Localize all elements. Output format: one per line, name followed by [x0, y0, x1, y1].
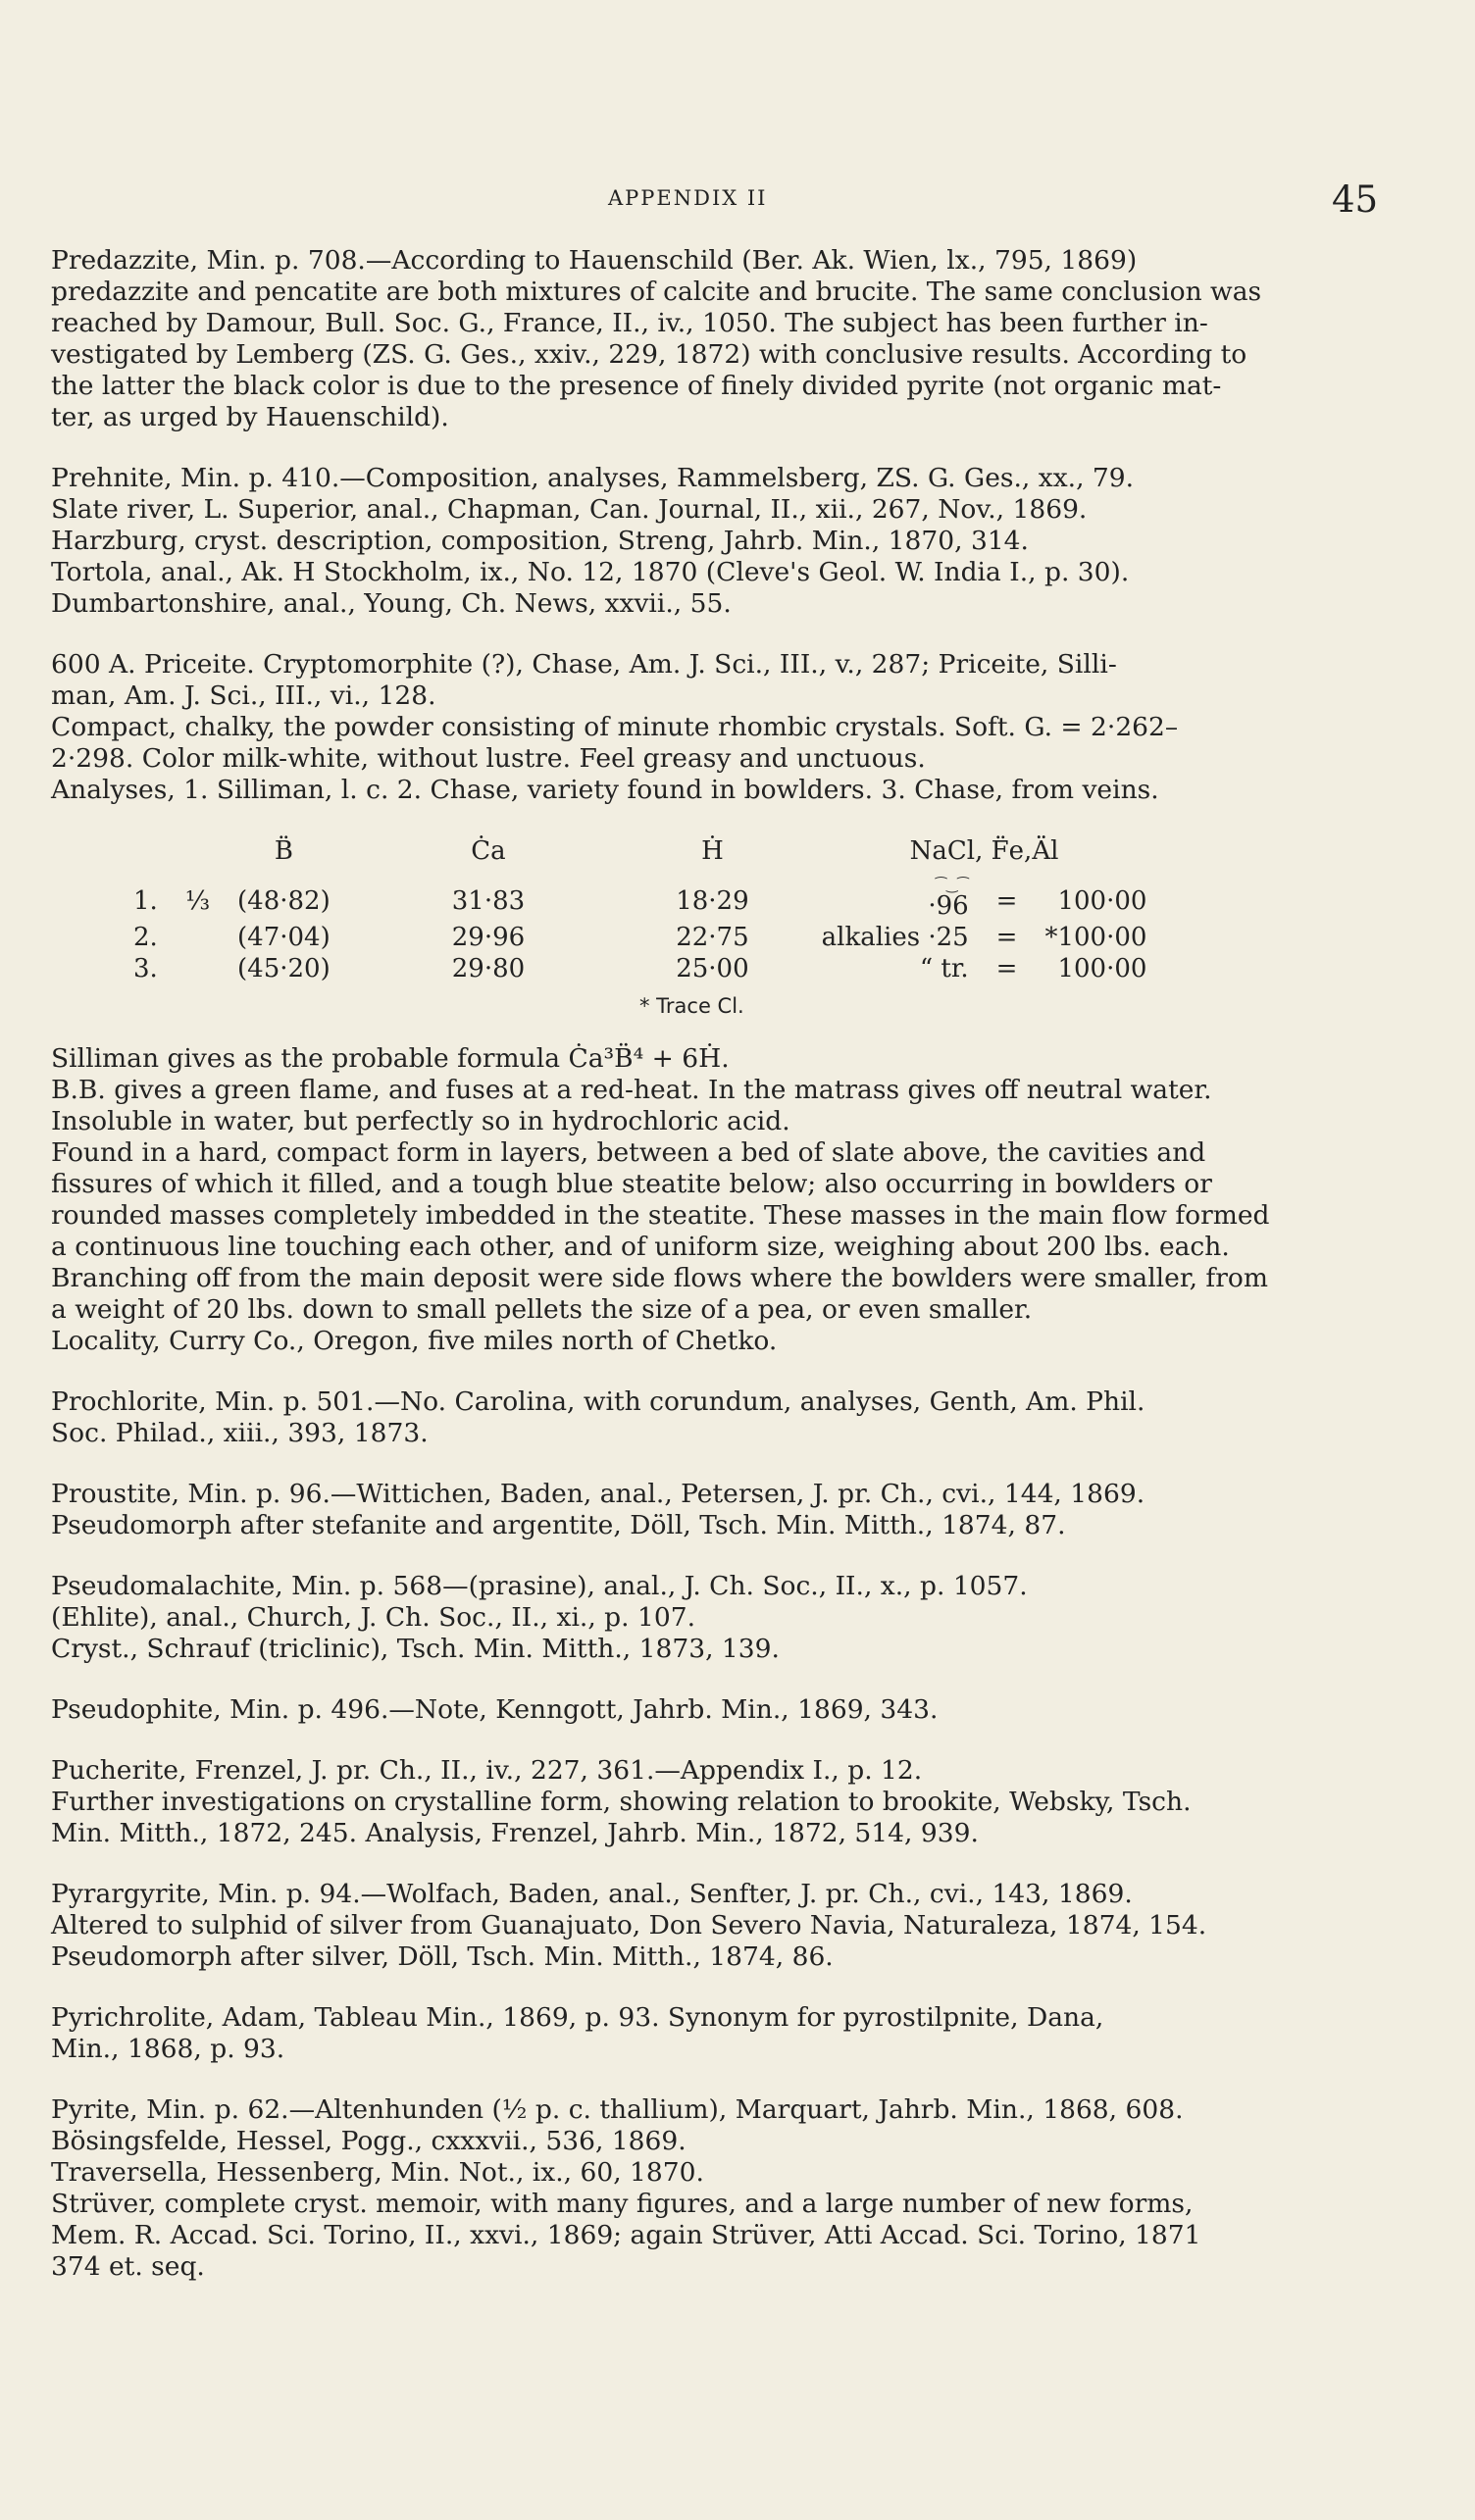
text-line: Analyses, 1. Silliman, l. c. 2. Chase, variety found in bowlders. 3. Chase, from veins.	[51, 775, 1159, 805]
text-line: Bösingsfelde, Hessel, Pogg., cxxxvii., 536, 1869.	[51, 2126, 687, 2156]
analysis-table	[120, 822, 1160, 984]
text-line: 374 et. seq.	[51, 2251, 205, 2282]
text-line: Further investigations on crystalline form, showing relation to brookite, Websky, Tsch.	[51, 1787, 1192, 1817]
text-line: Branching off from the main deposit were side flows where the bowlders were smaller, from	[51, 1263, 1268, 1293]
text-line: rounded masses completely imbedded in the steatite. These masses in the main flow formed	[51, 1200, 1270, 1231]
entry-pseudomalachite	[51, 1571, 1414, 1665]
text-line: Prehnite, Min. p. 410.—Composition, analyses, Rammelsberg, ZS. G. Ges., xx., 79.	[51, 463, 1135, 493]
text-line: man, Am. J. Sci., III., vi., 128.	[51, 680, 436, 711]
text-line: Pyrite, Min. p. 62.—Altenhunden (½ p. c. thallium), Marquart, Jahrb. Min., 1868, 608.	[51, 2094, 1184, 2125]
table-header-row	[120, 822, 1160, 881]
text-line: Locality, Curry Co., Oregon, five miles north of Chetko.	[51, 1326, 778, 1356]
entry-prehnite	[51, 463, 1414, 620]
entry-pyrargyrite	[51, 1879, 1414, 1973]
brace-mark: ⁀‿⁀	[935, 878, 969, 893]
text-line: reached by Damour, Bull. Soc. G., France, II., iv., 1050. The subject has been further in-	[51, 308, 1208, 338]
row-mark: ⅓	[184, 886, 211, 916]
text-line: 2·298. Color milk-white, without lustre. Feel greasy and unctuous.	[51, 743, 926, 774]
cell-total: *100·00	[1044, 923, 1147, 952]
text-line: Insoluble in water, but perfectly so in hydrochloric acid.	[51, 1106, 790, 1136]
cell-b: (45·20)	[237, 954, 331, 983]
text-line: the latter the black color is due to the presence of finely divided pyrite (not organic mat-	[51, 371, 1222, 401]
column-header: B̈	[274, 836, 293, 866]
text-line: Proustite, Min. p. 96.—Wittichen, Baden, anal., Petersen, J. pr. Ch., cvi., 144, 1869.	[51, 1479, 1145, 1509]
text-line: ter, as urged by Hauenschild).	[51, 402, 449, 432]
row-mark	[172, 922, 224, 953]
cell-b: (47·04)	[237, 923, 331, 952]
entry-predazzite	[51, 245, 1414, 433]
text-line: vestigated by Lemberg (ZS. G. Ges., xxiv., 229, 1872) with conclusive results. According to	[51, 339, 1247, 370]
text-line: predazzite and pencatite are both mixtures of calcite and brucite. The same conclusion was	[51, 277, 1262, 307]
entry-pyrichrolite	[51, 2002, 1414, 2065]
cell-rest-value: ·96	[928, 891, 969, 921]
entry-proustite	[51, 1479, 1414, 1541]
text-line: Pseudophite, Min. p. 496.—Note, Kenngott, Jahrb. Min., 1869, 343.	[51, 1694, 939, 1725]
table-row	[120, 922, 1160, 953]
text-line: Pucherite, Frenzel, J. pr. Ch., II., iv., 227, 361.—Appendix I., p. 12.	[51, 1755, 923, 1786]
cell-rest: “ tr.	[919, 954, 969, 983]
text-line: Strüver, complete cryst. memoir, with many figures, and a large number of new forms,	[51, 2189, 1194, 2219]
table-row	[120, 953, 1160, 984]
text-line: B.B. gives a green flame, and fuses at a red-heat. In the matrass gives off neutral water.	[51, 1075, 1212, 1105]
text-line: Min. Mitth., 1872, 245. Analysis, Frenzel, Jahrb. Min., 1872, 514, 939.	[51, 1818, 979, 1848]
cell-eq: =	[995, 923, 1018, 952]
table-footnote: * Trace Cl.	[639, 994, 744, 1018]
text-line: Soc. Philad., xiii., 393, 1873.	[51, 1418, 429, 1448]
text-line: Mem. R. Accad. Sci. Torino, II., xxvi., 1869; again Strüver, Atti Accad. Sci. Torino, 1871	[51, 2220, 1201, 2250]
text-line: Pyrargyrite, Min. p. 94.—Wolfach, Baden, anal., Senfter, J. pr. Ch., cvi., 143, 1869.	[51, 1879, 1133, 1909]
text-line: Silliman gives as the probable formula Ċa³B̈⁴ + 6Ḣ.	[51, 1043, 730, 1074]
cell-eq: =	[995, 954, 1018, 983]
text-line: fissures of which it filled, and a tough blue steatite below; also occurring in bowlders or	[51, 1169, 1212, 1199]
text-line: (Ehlite), anal., Church, J. Ch. Soc., II., xi., p. 107.	[51, 1602, 696, 1633]
text-line: Prochlorite, Min. p. 501.—No. Carolina, with corundum, analyses, Genth, Am. Phil.	[51, 1386, 1145, 1417]
text-line: Found in a hard, compact form in layers, between a bed of slate above, the cavities and	[51, 1137, 1206, 1168]
row-number: 1.	[133, 886, 158, 916]
text-line: a continuous line touching each other, and of uniform size, weighing about 200 lbs. each.	[51, 1232, 1230, 1262]
cell-rest	[763, 878, 983, 922]
entry-priceite	[51, 649, 1414, 1357]
cell-h: 22·75	[676, 923, 749, 952]
cell-total: 100·00	[1057, 954, 1147, 983]
text-line: Pseudomalachite, Min. p. 568—(prasine), anal., J. Ch. Soc., II., x., p. 1057.	[51, 1571, 1028, 1601]
entry-pseudophite	[51, 1694, 1414, 1726]
column-header: Ċa	[471, 836, 506, 866]
page-body	[51, 245, 1414, 2283]
text-line: Pseudomorph after stefanite and argentite, Döll, Tsch. Min. Mitth., 1874, 87.	[51, 1510, 1066, 1540]
text-line: Pyrichrolite, Adam, Tableau Min., 1869, p. 93. Synonym for pyrostilpnite, Dana,	[51, 2002, 1104, 2033]
entry-prochlorite	[51, 1386, 1414, 1449]
row-mark	[172, 953, 224, 984]
text-line: Altered to sulphid of silver from Guanajuato, Don Severo Navia, Naturaleza, 1874, 154.	[51, 1910, 1207, 1940]
running-head: APPENDIX II	[608, 186, 768, 210]
entry-pucherite	[51, 1755, 1414, 1849]
cell-ca: 29·96	[451, 923, 526, 952]
cell-rest: alkalies ·25	[821, 923, 969, 952]
text-line: Cryst., Schrauf (triclinic), Tsch. Min. Mitth., 1873, 139.	[51, 1634, 780, 1664]
text-line: Dumbartonshire, anal., Young, Ch. News, xxvii., 55.	[51, 588, 732, 619]
cell-ca: 29·80	[451, 954, 526, 983]
text-line: Tortola, anal., Ak. H Stockholm, ix., No. 12, 1870 (Cleve's Geol. W. India I., p. 30).	[51, 557, 1130, 587]
cell-total: 100·00	[1057, 886, 1147, 916]
table-row	[120, 881, 1160, 922]
cell-h: 25·00	[676, 954, 749, 983]
text-line: Slate river, L. Superior, anal., Chapman, Can. Journal, II., xii., 267, Nov., 1869.	[51, 494, 1088, 525]
text-line: 600 A. Priceite. Cryptomorphite (?), Chase, Am. J. Sci., III., v., 287; Priceite, Silli-	[51, 649, 1117, 680]
cell-eq: =	[995, 886, 1018, 916]
text-line: Predazzite, Min. p. 708.—According to Hauenschild (Ber. Ak. Wien, lx., 795, 1869)	[51, 245, 1138, 276]
cell-h: 18·29	[676, 886, 749, 916]
text-line: Compact, chalky, the powder consisting of minute rhombic crystals. Soft. G. = 2·262–	[51, 712, 1179, 742]
page-number: 45	[1332, 178, 1379, 221]
text-line: Traversella, Hessenberg, Min. Not., ix., 60, 1870.	[51, 2157, 704, 2188]
cell-b: (48·82)	[237, 886, 331, 916]
row-number: 3.	[133, 954, 158, 983]
entry-pyrite	[51, 2094, 1414, 2283]
cell-ca: 31·83	[451, 886, 526, 916]
text-line: a weight of 20 lbs. down to small pellets the size of a pea, or even smaller.	[51, 1294, 1033, 1325]
column-header: Ḣ	[701, 836, 724, 866]
column-header: NaCl, F̈e,Äl	[909, 836, 1059, 866]
text-line: Harzburg, cryst. description, composition, Streng, Jahrb. Min., 1870, 314.	[51, 526, 1029, 556]
row-number: 2.	[133, 923, 158, 952]
text-line: Pseudomorph after silver, Döll, Tsch. Min. Mitth., 1874, 86.	[51, 1941, 834, 1972]
text-line: Min., 1868, p. 93.	[51, 2034, 285, 2064]
